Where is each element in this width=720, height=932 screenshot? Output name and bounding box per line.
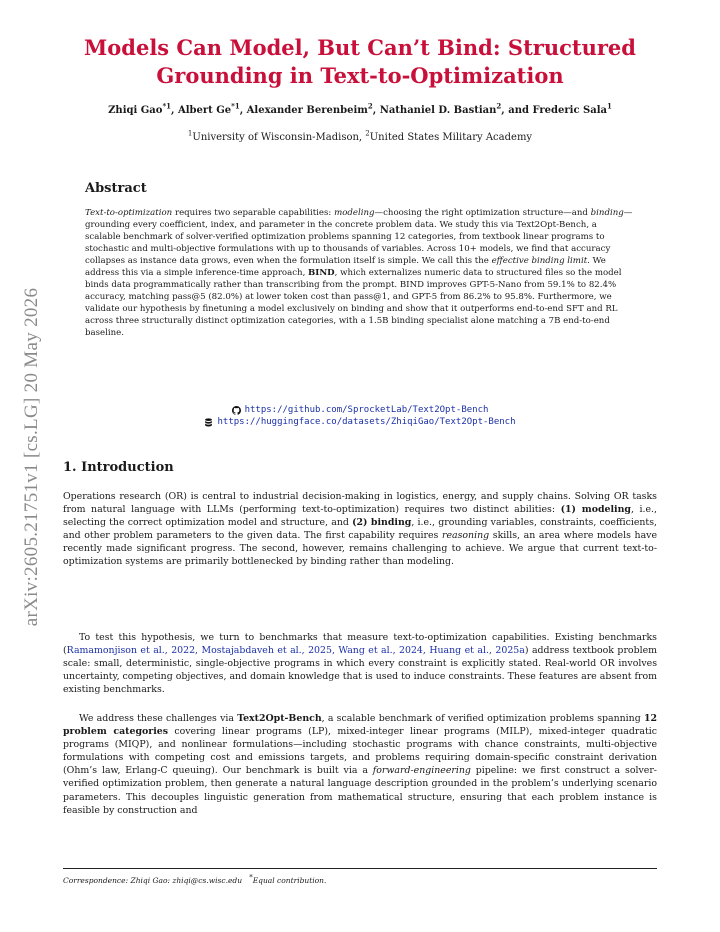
abstract-span: —choosing the right optimization structure—and — [374, 208, 591, 218]
author-name: Nathaniel D. Bastian — [379, 105, 497, 116]
paper-title — [60, 34, 660, 90]
para-span: , i.e., selecting the correct optimization model and structure, and — [63, 504, 657, 529]
intro-paragraph-2 — [63, 631, 657, 696]
para-em: forward-engineering — [372, 765, 471, 777]
abstract-span: , which externalizes numeric data to structured files so the model binds data programmatically rather than transcribing from the prompt. BIND improves GPT-5-Nano from 59.1% to 82.4% accuracy, matching pass@5 (82.0%) at lower token cost than pass@1, and GPT-5 from 86.2% to 95.8%. Furthermore, we validate our hypothesis by finetuning a model exclusively on binding and show that it outperforms end-to-end SFT and RL across three structurally distinct optimization categories, with a 1.5B binding specialist alone matching a 7B end-to-end baseline. — [85, 268, 622, 338]
arxiv-id: arXiv:2605.21751v1 [cs.LG] 20 May 2026 — [21, 287, 42, 627]
abstract-bold: BIND — [308, 268, 335, 278]
github-icon — [232, 406, 241, 415]
arxiv-stamp — [22, 262, 42, 652]
intro-paragraph-1 — [63, 490, 657, 569]
hf-link-row[interactable] — [85, 416, 635, 428]
resource-links — [85, 404, 635, 428]
equal-contribution: Equal contribution. — [252, 876, 327, 885]
affil-sup: 2 — [365, 129, 370, 138]
abstract-em: modeling — [334, 208, 375, 218]
abstract-em: effective binding limit — [491, 256, 588, 266]
para-span: skills, an area where models have recently made significant progress. The second, however, remains challenging to achieve. We argue that current text-to-optimization systems are primarily bottlenecked by binding rather than modeling. — [63, 530, 657, 568]
author-sup: 2 — [367, 101, 373, 111]
abstract-heading: Abstract — [85, 181, 147, 196]
para-span: Operations research (OR) is central to industrial decision-making in logistics, energy, and supply chains. Solving OR tasks from natural language with LLMs (performing text-to-optimization) requires two distinct abilities: — [63, 491, 657, 516]
para-span: ) address textbook problem scale: small, deterministic, single-objective programs in which every constraint is explicitly stated. Real-world OR involves uncertainty, competing objectives, and domain knowledge that is used to induce constraints. These features are absent from existing benchmarks. — [63, 645, 658, 696]
author-name: Albert Ge — [177, 105, 232, 116]
affil-sup: 1 — [187, 129, 193, 138]
section-title: Introduction — [81, 460, 174, 475]
footnote — [63, 873, 327, 885]
abstract-text — [85, 207, 635, 339]
para-bold: Text2Opt-Bench — [237, 713, 322, 724]
author-name: Frederic Sala — [532, 105, 607, 116]
author-sup: *1 — [162, 101, 171, 111]
github-link[interactable]: https://github.com/SprocketLab/Text2Opt-Bench — [244, 405, 489, 415]
affiliations — [40, 129, 680, 143]
affiliation-1: University of Wisconsin-Madison, — [192, 132, 366, 143]
abstract-span: —grounding every coefficient, index, and parameter in the concrete problem data. We study this via Text2Opt-Bench, a scalable benchmark of solver-verified optimization problems spanning 12 categories, from textbook linear programs to stochastic and multi-objective formulations with up to thousands of variables. Across 10+ models, we find that accuracy collapses as instance data grows, even when the formulation itself is simple. We call this the — [85, 208, 633, 266]
para-span: To test this hypothesis, we turn to benchmarks that measure text-to-optimization capabilities. Existing benchmarks ( — [63, 632, 657, 657]
author-sup: 1 — [607, 101, 612, 111]
para-bold: 12 problem categories — [63, 713, 657, 738]
correspondence: Correspondence: Zhiqi Gao: zhiqi@cs.wisc.edu — [63, 876, 243, 885]
section-number: 1. — [63, 460, 77, 475]
section-heading — [63, 460, 174, 475]
intro-paragraph-3 — [63, 712, 657, 817]
github-link-row[interactable] — [85, 404, 635, 416]
para-span: , i.e., grounding variables, constraints, coefficients, and other problem parameters to the given data. The first capability requires — [63, 517, 657, 542]
footnote-sup: * — [249, 873, 253, 882]
para-em: reasoning — [441, 530, 490, 542]
huggingface-link[interactable]: https://huggingface.co/datasets/ZhiqiGao/Text2Opt-Bench — [217, 417, 516, 427]
para-span: covering linear programs (LP), mixed-integer linear programs (MILP), mixed-integer quadratic programs (MIQP), and nonlinear formulations—including stochastic programs with chance constraints, multi-objective formulations with competing cost and emissions targets, and problems requiring domain-specific constraint derivation (Ohm’s law, Erlang-C queuing). Our benchmark is built via a — [63, 726, 657, 777]
para-span: pipeline: we first construct a solver-verified optimization problem, then generate a natural language description grounded in the problem’s underlying scenario parameters. This decouples linguistic generation from mathematical structure, ensuring that each problem instance is feasible by construction and — [63, 765, 657, 816]
para-bold: (2) binding — [352, 517, 412, 529]
citation-links[interactable]: Ramamonjison et al., 2022, Mostajabdaveh et al., 2025, Wang et al., 2024, Huang et al., 2025a — [66, 645, 525, 657]
author-name: Alexander Berenbeim — [246, 105, 368, 116]
title-line-2: Grounding in Text-to-Optimization — [156, 63, 564, 88]
author-sup: *1 — [231, 101, 240, 111]
footnote-rule — [63, 868, 657, 869]
abstract-span: . We address this via a simple inference-time approach, — [85, 256, 606, 278]
abstract-em: binding — [590, 208, 624, 218]
para-bold: (1) modeling — [560, 504, 631, 516]
affiliation-2: United States Military Academy — [369, 132, 533, 143]
para-span: , a scalable benchmark of verified optimization problems spanning — [321, 713, 644, 724]
para-span: We address these challenges via — [79, 713, 238, 724]
abstract-em: Text-to-optimization — [85, 208, 173, 218]
abstract-span: requires two separable capabilities: — [172, 208, 335, 218]
author-sup: 2 — [496, 101, 502, 111]
title-line-1: Models Can Model, But Can’t Bind: Structured — [84, 35, 636, 60]
author-name: Zhiqi Gao — [108, 105, 163, 116]
database-icon — [204, 418, 213, 427]
author-list: Zhiqi Gao$^{*1}$, Albert Ge$^{*1}$, Alexander Berenbeim$^2$, Nathaniel D. Bastian$^2$, and Frederic Sala$^1$ — [108, 101, 612, 116]
